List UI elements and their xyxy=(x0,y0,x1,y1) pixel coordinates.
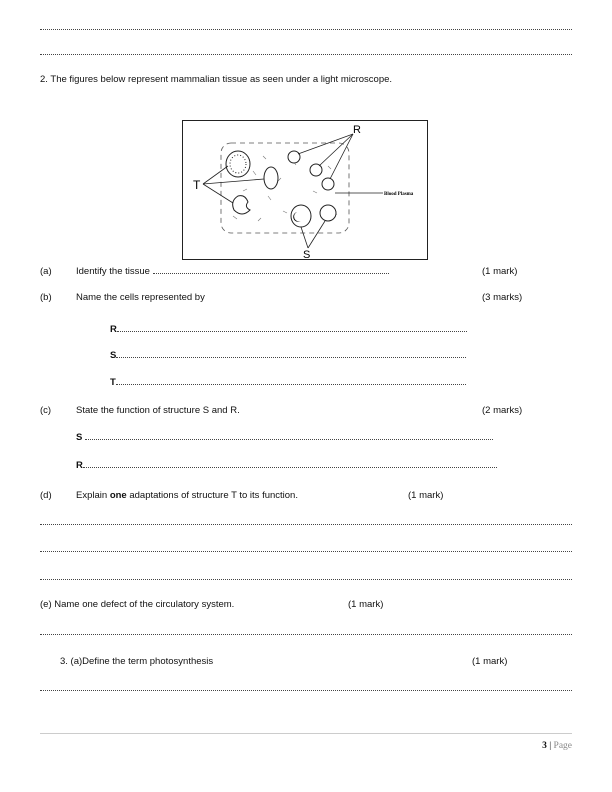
answer-line xyxy=(85,438,493,440)
part-d-text: Explain one adaptations of structure T to its function. xyxy=(76,490,298,501)
blood-tissue-diagram xyxy=(182,120,428,260)
answer-line xyxy=(40,579,572,580)
page-number: 3 xyxy=(542,741,547,751)
answer-line xyxy=(116,383,466,385)
part-e-marks: (1 mark) xyxy=(348,599,384,610)
label-t: T xyxy=(193,178,201,192)
part-b-item-s: S xyxy=(110,350,466,361)
cell-r2 xyxy=(310,164,322,176)
cell-s2 xyxy=(320,205,336,221)
page-footer: 3 | Page xyxy=(542,741,572,751)
answer-line xyxy=(116,356,466,358)
answer-line xyxy=(40,54,572,55)
part-b-marks: (3 marks) xyxy=(482,292,523,303)
answer-line xyxy=(83,466,497,468)
answer-line xyxy=(153,272,389,274)
part-d-marks: (1 mark) xyxy=(408,490,444,501)
part-c-number: (c) xyxy=(40,405,52,416)
part-c-marks: (2 marks) xyxy=(482,405,523,416)
label-s: S xyxy=(303,249,311,258)
part-c-item-s: S xyxy=(76,432,493,443)
cell-t3 xyxy=(233,196,250,214)
label-r: R xyxy=(353,124,361,136)
answer-line xyxy=(40,524,572,525)
diagram-svg xyxy=(183,121,426,258)
answer-line xyxy=(40,29,572,30)
part-d-number: (d) xyxy=(40,490,52,501)
label-blood-plasma: Blood Plasma xyxy=(384,192,414,197)
answer-line xyxy=(40,690,572,691)
part-c-text: State the function of structure S and R. xyxy=(76,405,240,416)
cell-r1 xyxy=(288,151,300,163)
part-c-item-r: R xyxy=(76,460,497,471)
part-a-marks: (1 mark) xyxy=(482,266,518,277)
part-b-item-r: R xyxy=(110,324,467,335)
answer-line xyxy=(40,551,572,552)
cell-r3 xyxy=(322,178,334,190)
answer-line xyxy=(117,330,467,332)
footer-divider xyxy=(40,733,572,734)
question-2-intro: 2. The figures below represent mammalian tissue as seen under a light microscope. xyxy=(40,74,393,85)
part-e-text: (e) Name one defect of the circulatory system. xyxy=(40,599,235,610)
answer-line xyxy=(40,634,572,635)
part-b-item-t: T xyxy=(110,377,466,388)
part-a-text: Identify the tissue xyxy=(76,266,150,277)
part-b-number: (b) xyxy=(40,292,52,303)
cell-t2 xyxy=(264,167,278,189)
part-a-question xyxy=(76,266,389,277)
question-3-marks: (1 mark) xyxy=(472,656,508,667)
question-3-text: 3. (a)Define the term photosynthesis xyxy=(60,656,214,667)
part-b-text: Name the cells represented by xyxy=(76,292,205,303)
part-a-number: (a) xyxy=(40,266,52,277)
